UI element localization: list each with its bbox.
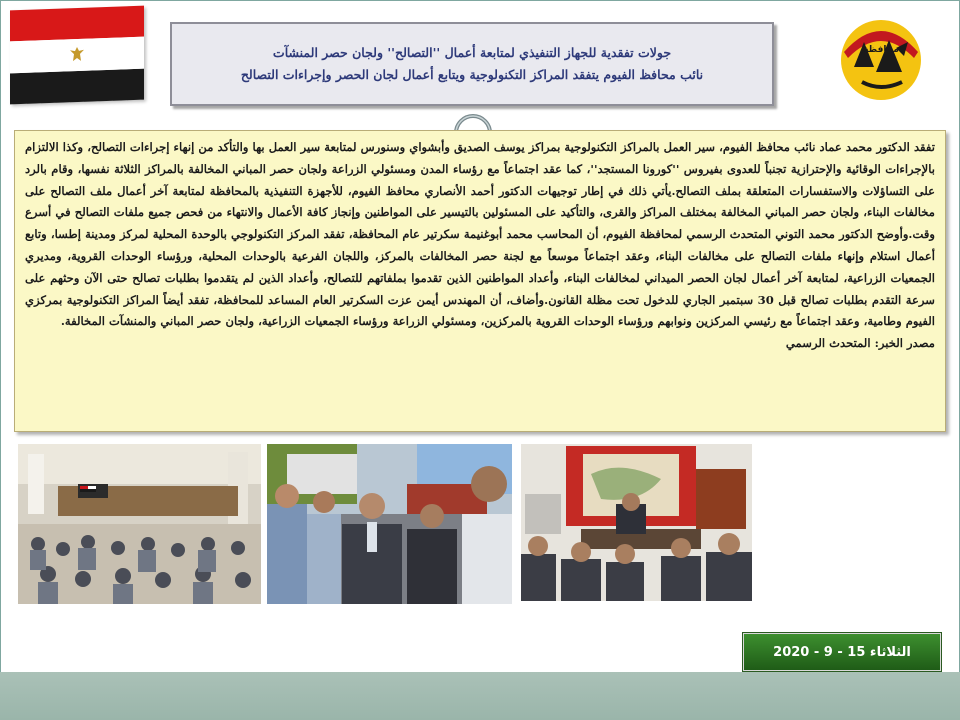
svg-text:ﻣﺤﺎﻓﻈﺔ: ﻣﺤﺎﻓﻈﺔ [863, 45, 899, 55]
article-text-block [25, 137, 935, 355]
office-meeting-photo [521, 444, 752, 601]
eagle-emblem-icon [67, 45, 87, 66]
headline-line-2: نائب محافظ الفيوم يتفقد المراكز التكنولوجية ويتابع أعمال لجان الحصر وإجراءات التصالح [240, 67, 704, 82]
article-box [14, 130, 946, 432]
article-source: مصدر الخبر: المتحدث الرسمي [785, 336, 935, 351]
governorate-logo-icon [834, 12, 928, 104]
headline-box [170, 22, 774, 106]
officials-visit-photo [267, 444, 512, 604]
date-text: الثلاثاء 15 - 9 - 2020 [773, 644, 911, 660]
egypt-flag-icon [10, 6, 144, 105]
bottom-band [0, 672, 960, 720]
article-body: تفقد الدكتور محمد عماد نائب محافظ الفيوم، سير العمل بالمراكز التكنولوجية بمراكز يوسف الصديق وأبشواي وسنورس لمتابعة سير العمل بها والتأكد من إنهاء إجراءات التصالح، وكذا الالتزام بالإجراءات الوقائية والإحترازية تجنباً للعدوى بفيروس ''كورونا المستجد''، كما عقد اجتماعاً مع رؤساء المدن ومسئولي الزراعة ولجان حصر المباني المخالفة بالمراكز الثلاثة نفسها، وقام بالرد على التساؤلات والاستفسارات المتعلقة بملف التصالح.يأتي ذلك في إطار توجيهات الدكتور أحمد الأنصاري محافظ الفيوم، للأجهزة التنفيذية بالمحافظة لمتابعة آخر أعمال ملف التصالح على مخالفات البناء، ولجان حصر المباني المخالفة بمختلف المراكز والقرى، والتأكيد على المسئولين بالتيسير على المواطنين وإنجاز كافة الأعمال والانتهاء من فحص جميع ملفات التصالح في أسرع وقت.وأوضح الدكتور محمد التوني المتحدث الرسمي لمحافظة الفيوم، أن المحاسب محمد أبوغنيمة سكرتير عام المحافظة، تفقد المركز التكنولوجي بالوحدة المحلية لمركز ومدينة إطسا، وتابع أعمال استلام وإنهاء ملفات التصالح على مخالفات البناء، وعقد اجتماعاً موسعاً مع لجنة حصر المخالفات بالمركز، واللجان الفرعية بالوحدات المحلية، ورؤساء الوحدات القروية، ومديري الجمعيات الزراعية، لمتابعة آخر أعمال لجان الحصر الميداني لمخالفات البناء، وأعداد المواطنين الذين تقدموا بملفاتهم للتصالح، وأعداد الذين لم يتقدموا بطلبات تصالح حتى الآن وحثهم على سرعة التقدم بطلبات تصالح قبل 30 سبتمبر الجاري للدخول تحت مظلة القانون.وأضاف، أن المهندس أيمن عزت السكرتير العام المساعد للمحافظة، تفقد أيضاً المراكز التكنولوجية بمركزي الفيوم وطامية، وعقد اجتماعاً مع رئيسي المركزين ونوابهم ورؤساء الوحدات القروية بالمركزين، ومسئولي الزراعة ورؤساء الجمعيات الزراعية، ولجان حصر المباني والمنشآت المخالفة. [25, 140, 935, 329]
headline-line-1: جولات تفقدية للجهاز التنفيذي لمتابعة أعمال ''التصالح'' ولجان حصر المنشآت [272, 45, 672, 60]
meeting-hall-photo [18, 444, 261, 604]
date-badge [743, 633, 941, 671]
